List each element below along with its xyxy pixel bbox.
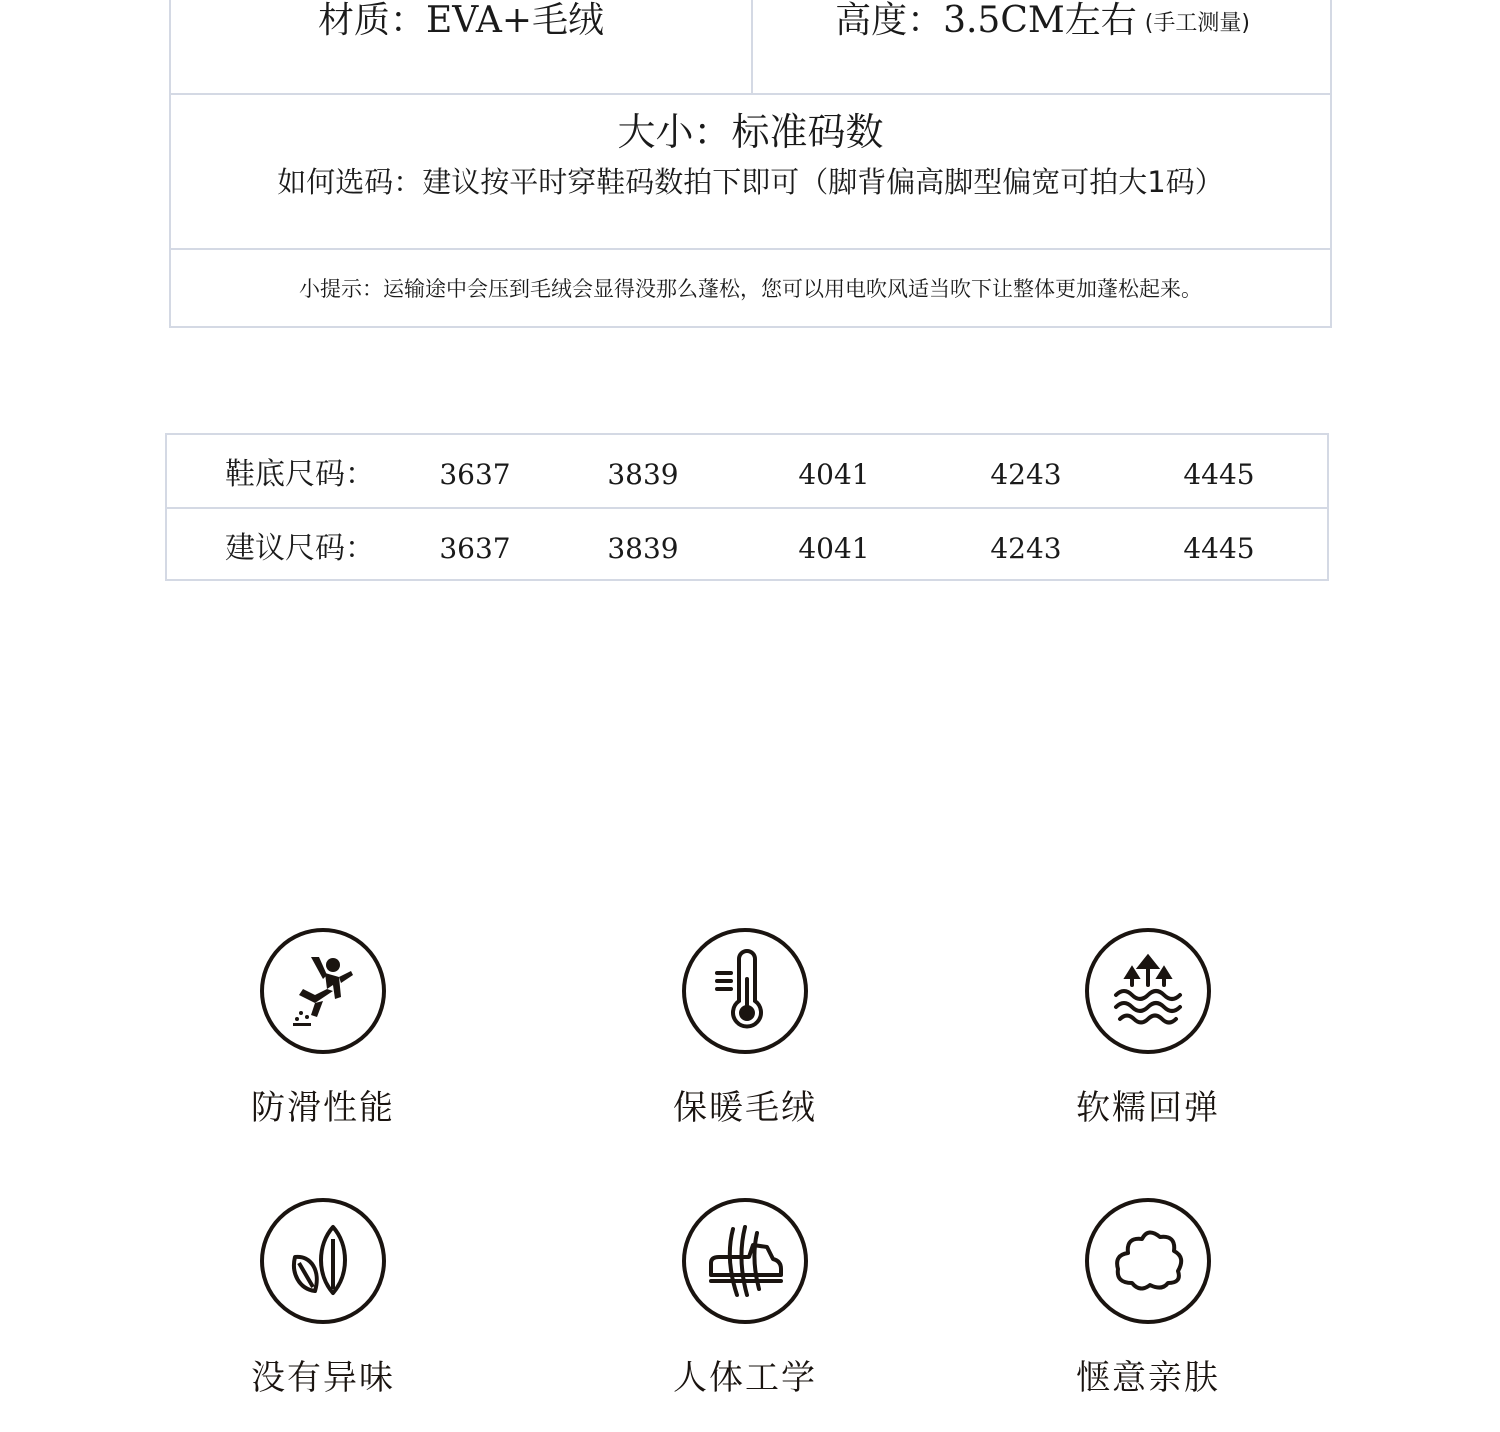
leaf-icon [260, 1198, 386, 1324]
table-cell: 4243 [990, 532, 1062, 565]
spec-row-material-height [171, 0, 1330, 95]
table-cell: 3637 [439, 532, 511, 565]
tip-text: 小提示：运输途中会压到毛绒会显得没那么蓬松，您可以用电吹风适当吹下让整体更加蓬松起来。 [299, 277, 1202, 301]
size-advice: 如何选码：建议按平时穿鞋码数拍下即可（脚背偏高脚型偏宽可拍大1码） [277, 165, 1224, 199]
feature-anti-slip [193, 928, 453, 1129]
size-table [165, 433, 1329, 581]
spec-row-size [171, 95, 1330, 250]
size-title: 大小：标准码数 [617, 110, 884, 154]
height-note: (手工测量) [1144, 11, 1250, 36]
rebound-wave-icon [1085, 928, 1211, 1054]
table-cell: 4445 [1183, 458, 1255, 491]
feature-soft-rebound [1018, 928, 1278, 1129]
feature-label: 软糯回弹 [1076, 1088, 1220, 1128]
table-cell: 4041 [798, 458, 870, 491]
cloud-icon [1085, 1198, 1211, 1324]
feature-label: 保暖毛绒 [673, 1088, 817, 1128]
feature-warm-plush [615, 928, 875, 1129]
height-cell [753, 0, 1332, 93]
feature-skin-friendly [1018, 1198, 1278, 1399]
spec-table [169, 0, 1332, 328]
height-value: 高度：3.5CM左右 [835, 0, 1137, 41]
feature-ergonomic [615, 1198, 875, 1399]
feature-label: 防滑性能 [251, 1088, 395, 1128]
row-label: 鞋底尺码： [225, 457, 375, 492]
row-label: 建议尺码： [225, 531, 375, 566]
table-cell: 4445 [1183, 532, 1255, 565]
table-cell: 3637 [439, 458, 511, 491]
table-cell: 4243 [990, 458, 1062, 491]
height-text [835, 0, 1250, 43]
material-cell [171, 0, 751, 93]
table-row [167, 509, 1327, 581]
table-cell: 4041 [798, 532, 870, 565]
ergonomic-shoe-icon [682, 1198, 808, 1324]
slip-person-icon [260, 928, 386, 1054]
feature-no-odor [193, 1198, 453, 1399]
table-cell: 3839 [607, 532, 679, 565]
feature-label: 没有异味 [251, 1358, 395, 1398]
material-text: 材质：EVA+毛绒 [318, 0, 604, 41]
thermometer-icon [682, 928, 808, 1054]
feature-label: 惬意亲肤 [1076, 1358, 1220, 1398]
table-row [167, 435, 1327, 509]
feature-label: 人体工学 [673, 1358, 817, 1398]
table-cell: 3839 [607, 458, 679, 491]
spec-row-tip [171, 250, 1330, 326]
